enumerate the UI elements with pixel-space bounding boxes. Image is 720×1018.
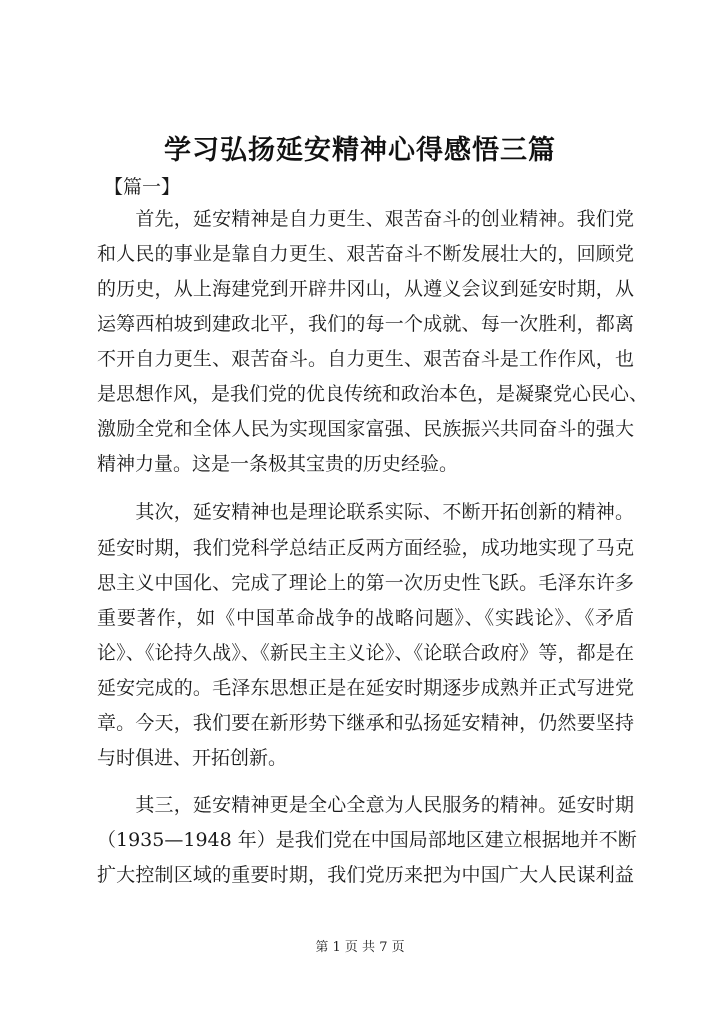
text-line: 思主义中国化、完成了理论上的第一次历史性飞跃。毛泽东许多	[97, 572, 634, 594]
section-label: 【篇一】	[104, 176, 181, 198]
text-line: 延安完成的。毛泽东思想正是在延安时期逐步成熟并正式写进党	[97, 677, 634, 699]
text-line: 重要著作，如《中国革命战争的战略问题》、《实践论》、《矛盾	[97, 607, 634, 629]
text-line: 运筹西柏坡到建政北平，我们的每一个成就、每一次胜利，都离	[97, 313, 634, 335]
text-line: 首先，延安精神是自力更生、艰苦奋斗的创业精神。我们党	[97, 208, 634, 230]
text-line: 精神力量。这是一条极其宝贵的历史经验。	[97, 453, 459, 475]
text-line: 的历史，从上海建党到开辟井冈山，从遵义会议到延安时期，从	[97, 278, 634, 300]
text-line: 论》、《论持久战》、《新民主主义论》、《论联合政府》等，都是在	[97, 642, 634, 664]
text-line: 其三，延安精神更是全心全意为人民服务的精神。延安时期	[97, 794, 634, 816]
text-line: 激励全党和全体人民为实现国家富强、民族振兴共同奋斗的强大	[97, 418, 634, 440]
text-line: 与时俱进、开拓创新。	[97, 747, 288, 769]
text-line: 章。今天，我们要在新形势下继承和弘扬延安精神，仍然要坚持	[97, 712, 634, 734]
document-title: 学习弘扬延安精神心得感悟三篇	[164, 135, 556, 166]
page-indicator: 第 1 页 共 7 页	[315, 940, 405, 955]
text-line: 不开自力更生、艰苦奋斗。自力更生、艰苦奋斗是工作作风，也	[97, 348, 634, 370]
text-line: 和人民的事业是靠自力更生、艰苦奋斗不断发展壮大的，回顾党	[97, 243, 634, 265]
text-line: 扩大控制区域的重要时期，我们党历来把为中国广大人民谋利益	[97, 864, 634, 886]
text-line: 其次，延安精神也是理论联系实际、不断开拓创新的精神。	[97, 501, 634, 523]
text-line: 延安时期，我们党科学总结正反两方面经验，成功地实现了马克	[97, 537, 634, 559]
text-line: 是思想作风，是我们党的优良传统和政治本色，是凝聚党心民心、	[97, 383, 649, 405]
text-line: （1935—1948 年）是我们党在中国局部地区建立根据地并不断	[97, 829, 637, 851]
